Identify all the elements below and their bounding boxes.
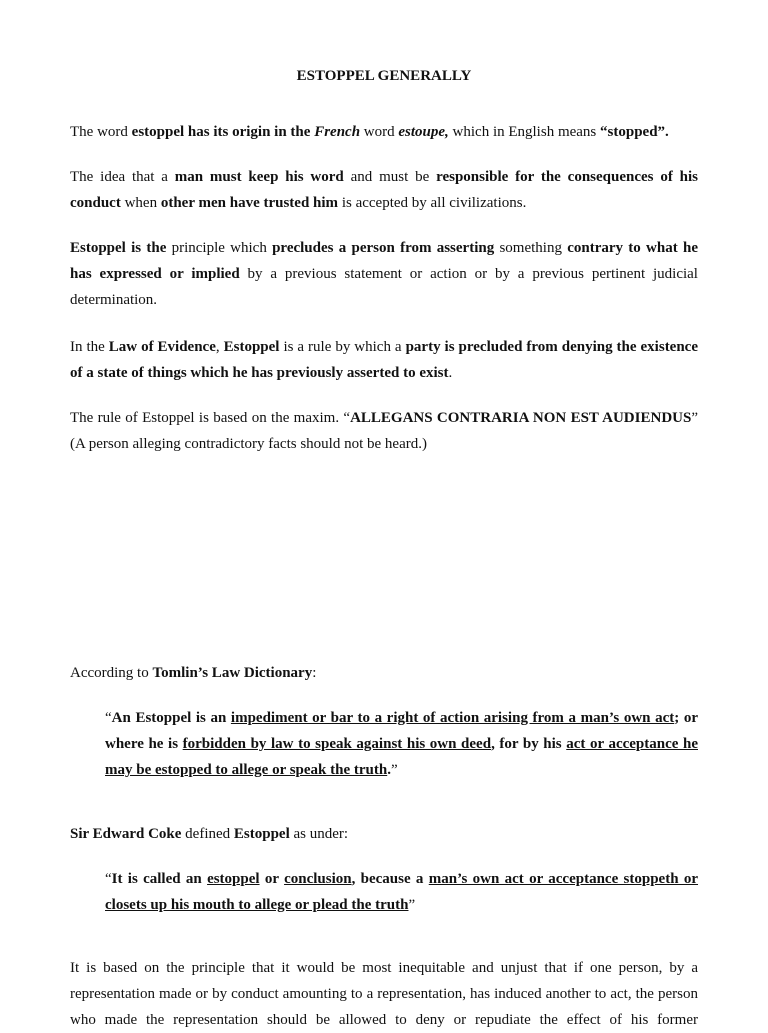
paragraph-law-of-evidence xyxy=(70,334,698,386)
bold-span: responsible for the consequences of his conduct xyxy=(70,169,698,211)
underlined-span: forbidden by law to speak against his own deed xyxy=(182,736,492,752)
bold-span: Sir Edward Coke xyxy=(70,826,182,842)
bold-span: It is called an xyxy=(111,871,208,887)
paragraph-tomlin xyxy=(70,660,698,686)
underlined-span: impediment or bar to a right of action arising from a man’s own act xyxy=(230,710,675,726)
text-span: which in English means xyxy=(448,124,601,140)
underlined-span: estoppel xyxy=(207,871,260,887)
text-span: : xyxy=(312,665,317,681)
text-span: According to xyxy=(70,665,153,681)
bold-span: Estoppel is the xyxy=(70,240,167,256)
bold-italic-span: estoupe, xyxy=(398,124,449,140)
text-span: . xyxy=(448,365,453,381)
underlined-span: act or acceptance he may be estopped to allege or speak the truth xyxy=(105,736,698,778)
paragraph-maxim xyxy=(70,405,698,457)
paragraph-idea xyxy=(70,164,698,216)
text-span: by a previous statement or action or by a previous pertinent judicial determination. xyxy=(70,266,698,308)
bold-span: other men have trusted him xyxy=(160,195,339,211)
bold-italic-span: French xyxy=(314,124,361,140)
paragraph-definition xyxy=(70,235,698,313)
text-span: and must be xyxy=(343,169,437,185)
underlined-span: man’s own act or acceptance stoppeth or closets up his mouth to allege or plead the truth xyxy=(105,871,699,913)
paragraph-coke xyxy=(70,821,698,847)
text-span: ” (A person alleging contradictory facts should not be heard.) xyxy=(70,410,698,452)
text-span: “ xyxy=(105,871,112,887)
bold-span: “stopped”. xyxy=(600,124,669,140)
text-span: is a rule by which a xyxy=(279,339,406,355)
bold-span: estoppel has its origin in the xyxy=(131,124,315,140)
text-span: In the xyxy=(70,339,109,355)
bold-span: , for by his xyxy=(491,736,567,752)
bold-span: An Estoppel is an xyxy=(111,710,231,726)
bold-span: or xyxy=(259,871,285,887)
text-span: is accepted by all civilizations. xyxy=(338,195,527,211)
text-span: defined xyxy=(181,826,234,842)
text-span: something xyxy=(494,240,568,256)
text-span: principle which xyxy=(166,240,273,256)
bold-span: . xyxy=(387,762,391,778)
bold-span: Law of Evidence xyxy=(108,339,216,355)
bold-span: Estoppel xyxy=(233,826,290,842)
page-title: ESTOPPEL GENERALLY xyxy=(296,68,472,84)
paragraph-principle: It is based on the principle that it would be most inequitable and unjust that if one person, by a representation made or by conduct amounting to a representation, has induced another to act, the person who made the representation should be allowed to deny or repudiate the effect of his former xyxy=(70,960,698,1028)
text-span: as under: xyxy=(289,826,349,842)
bold-span: ALLEGANS CONTRARIA NON EST AUDIENDUS xyxy=(350,410,692,426)
text-span: , xyxy=(215,339,224,355)
bold-span: man must keep his word xyxy=(174,169,344,185)
bold-span: , because a xyxy=(351,871,429,887)
bold-span: party is precluded from denying the existence of a state of things which he has previously asserted to exist xyxy=(70,339,699,381)
text-span: when xyxy=(120,195,161,211)
bold-span: precludes a person from asserting xyxy=(272,240,495,256)
text-span: ” xyxy=(390,762,398,778)
text-span: word xyxy=(360,124,399,140)
bold-span: ; or where he is xyxy=(105,710,698,752)
text-span: The word xyxy=(70,124,132,140)
text-span: ” xyxy=(408,897,416,913)
bold-span: Tomlin’s Law Dictionary xyxy=(152,665,313,681)
quote-tomlin xyxy=(105,705,698,783)
bold-span: Estoppel xyxy=(223,339,280,355)
bold-span: contrary to what he has expressed or implied xyxy=(70,240,698,282)
text-span: “ xyxy=(105,710,112,726)
underlined-span: conclusion xyxy=(284,871,352,887)
paragraph-origin xyxy=(70,119,698,145)
text-span: The rule of Estoppel is based on the maxim. “ xyxy=(70,410,351,426)
quote-coke xyxy=(105,866,698,918)
text-span: The idea that a xyxy=(70,169,175,185)
